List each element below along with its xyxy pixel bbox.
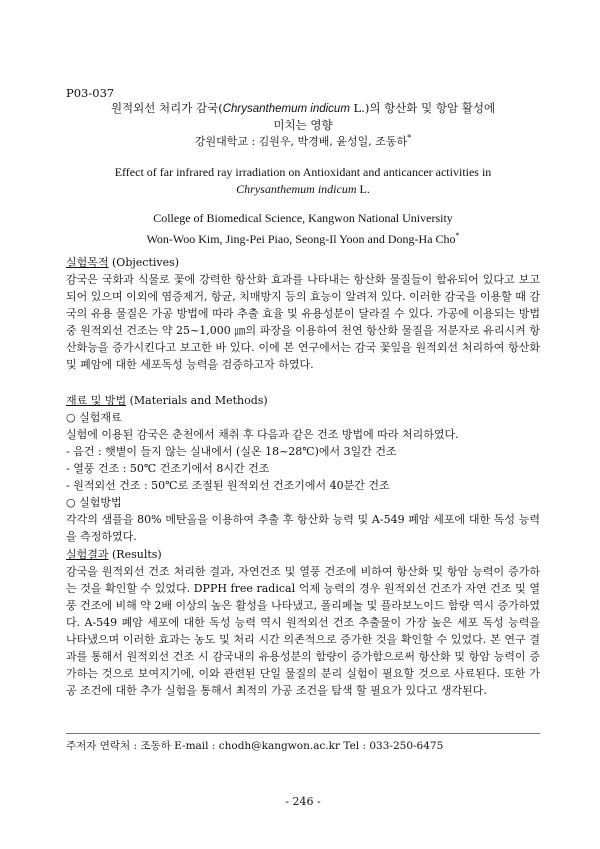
english-affiliation (66, 210, 540, 248)
page (66, 0, 540, 849)
english-authors: Won-Woo Kim, Jing-Pei Piao, Seong-Il Yoon and Dong-Ha Cho (146, 232, 456, 246)
methods-heading-en: (Materials and Methods) (126, 394, 268, 407)
results-section (66, 546, 540, 699)
methods-section (66, 392, 540, 545)
english-title-species: Chrysanthemum indicum (236, 182, 357, 196)
methods-heading-ko: 재료 및 방법 (66, 394, 127, 407)
korean-title-pre: 원적외선 처리가 감국( (110, 101, 223, 115)
methods-heading (66, 392, 540, 409)
korean-title-post: L.)의 항산화 및 항암 활성에 (349, 101, 496, 115)
footer-divider (66, 733, 540, 734)
results-heading-ko: 실험결과 (66, 548, 109, 561)
korean-title (66, 100, 540, 133)
results-text: 감국을 원적외선 건조 처리한 결과, 자연건조 및 열풍 건조에 비하여 항산화 및 항암 능력이 증가하는 것을 확인할 수 있었다. DPPH free radical 억제 능력의 경우 원적외선 건조가 자연 건조 및 열풍 건조에 비해 약 2배 이상의 높은 활성을 나타냈고, 폴리페놀 및 플라보노이드 함량 역시 증가하였다. A-549 폐암 세포에 대한 독성 능력 역시 원적외선 건조 추출물이 가장 높은 세포 독성 능력을 나타냈으며 이러한 효과는 농도 및 처리 시간 의존적으로 증가한 것을 확인할 수 있었다. 본 연구 결과를 통해서 원적외선 건조 시 감국내의 유용성분의 함량이 증가함으로써 항산화 및 항암 능력이 증가하는 것으로 보여지기에, 이와 관련된 단일 물질의 분리 실험이 필요할 것으로 사료된다. 또한 가공 조건에 대한 추가 실험을 통해서 최적의 가공 조건을 탐색 할 필요가 있다고 생각된다. (66, 565, 540, 697)
korean-title-species: Chrysanthemum indicum (222, 103, 350, 115)
objectives-section (66, 254, 540, 373)
english-corresponding-mark: * (455, 231, 460, 240)
results-heading-en: (Results) (108, 548, 162, 561)
korean-title-line2: 미치는 영향 (273, 118, 333, 132)
page-number: - 246 - (285, 795, 321, 808)
english-affiliation-text: College of Biomedical Science, Kangwon National University (153, 211, 453, 225)
abstract-code: P03-037 (66, 86, 115, 100)
methods-sub1: ○ 실험재료 (66, 411, 122, 424)
objectives-heading-en: (Objectives) (108, 256, 180, 269)
results-heading (66, 546, 540, 563)
korean-authors-text: 강원대학교 : 김원우, 박경배, 윤성일, 조동하 (194, 135, 408, 148)
objectives-text: 감국은 국화과 식물로 꽃에 강력한 항산화 효과를 나타내는 항산화 물질들이 함유되어 있다고 보고되어 있으며 이외에 염증제거, 항균, 치매방지 등의 효능이 알려져 있다. 이러한 감국을 이용할 때 감국의 유용 물질은 가공 방법에 따라 추출 효율 및 유용성분이 달라질 수 있다. 가공에 이용되는 방법 중 원적외선 건조는 약 25~1,000 ㎛의 파장을 이용하여 천연 항산화 물질을 저분자로 유리시켜 항산화능을 증가시킨다고 보고한 바 있다. 이에 본 연구에서는 감국 꽃잎을 원적외선 처리하여 항산화 및 폐암에 대한 세포독성 능력을 검증하고자 하였다. (66, 273, 540, 371)
methods-sub2: ○ 실험방법 (66, 496, 122, 509)
corresponding-mark: * (407, 133, 412, 143)
correspondence: 주저자 연락처 : 조동하 E-mail : chodh@kangwon.ac.kr Tel : 033-250-6475 (66, 740, 444, 752)
methods-item-shade-dry: - 음건 : 햇볕이 들지 않는 실내에서 (실온 18~28℃)에서 3일간 건조 (66, 445, 397, 458)
korean-authors (66, 133, 540, 149)
methods-sub2-text: 각각의 샘플을 80% 메탄올을 이용하여 추출 후 항산화 능력 및 A-549 폐암 세포에 대한 독성 능력을 측정하였다. (66, 513, 540, 543)
english-title-line1: Effect of far infrared ray irradiation on Antioxidant and anticancer activities in (114, 165, 492, 179)
objectives-heading (66, 254, 540, 271)
english-title (66, 164, 540, 198)
methods-sub1-text: 실험에 이용된 감국은 춘천에서 채취 후 다음과 같은 건조 방법에 따라 처리하였다. (66, 428, 459, 441)
english-title-end: L. (356, 182, 370, 196)
methods-item-far-infrared: - 원적외선 건조 : 50℃로 조절된 원적외선 건조기에서 40분간 건조 (66, 479, 390, 492)
objectives-heading-ko: 실험목적 (66, 256, 109, 269)
methods-item-hot-air: - 열풍 건조 : 50℃ 건조기에서 8시간 건조 (66, 462, 270, 475)
